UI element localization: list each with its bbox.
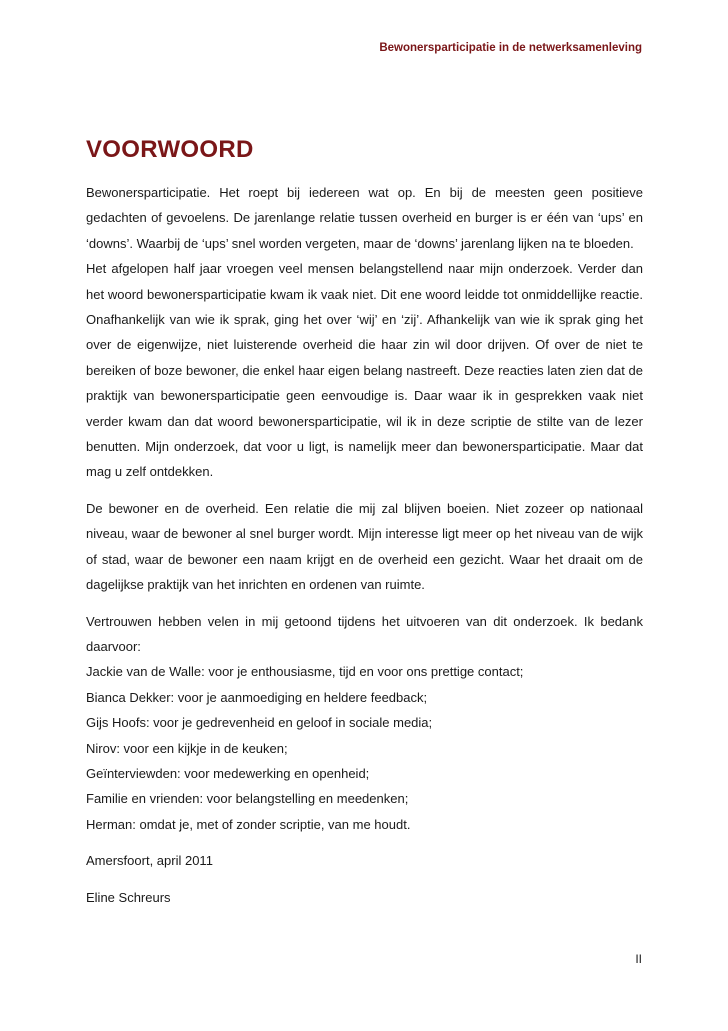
- paragraph-2: Het afgelopen half jaar vroegen veel mensen belangstellend naar mijn onderzoek. Verder dan het woord bewonersparticipatie kwam ik vaak niet. Dit ene woord leidde tot onmiddellijke reactie. Onafhankelijk van wie ik sprak, ging het over ‘wij’ en ‘zij’. Afhankelijk van wie ik sprak ging het over de eigenwijze, niet luisterende overheid die haar zin wil door drijven. Of over de niet te bereiken of boze bewoner, die enkel haar eigen belang nastreeft. Deze reacties laten zien dat de praktijk van bewonersparticipatie geen eenvoudige is. Daar waar ik in gesprekken vaak niet verder kwam dan dat woord bewonersparticipatie, wil ik in deze scriptie de stilte van de lezer benutten. Mijn onderzoek, dat voor u ligt, is namelijk meer dan bewonersparticipatie. Maar dat mag u zelf ontdekken.: [86, 261, 643, 480]
- page-number: II: [635, 952, 642, 966]
- paragraph-3: De bewoner en de overheid. Een relatie die mij zal blijven boeien. Niet zozeer op nationaal niveau, waar de bewoner al snel burger wordt. Mijn interesse ligt meer op het niveau van de wijk of stad, waar de bewoner een naam krijgt en de overheid een gezicht. Waar het draait om de dagelijkse praktijk van het inrichten en ordenen van ruimte.: [86, 500, 643, 593]
- thanks-item: Herman: omdat je, met of zonder scriptie, van me houdt.: [86, 816, 411, 832]
- thanks-item: Familie en vrienden: voor belangstelling en meedenken;: [86, 791, 409, 807]
- running-header: Bewonersparticipatie in de netwerksamenleving: [379, 42, 642, 54]
- author-name: Eline Schreurs: [86, 889, 171, 905]
- thanks-item: Bianca Dekker: voor je aanmoediging en heldere feedback;: [86, 689, 428, 705]
- page-title: VOORWOORD: [86, 136, 254, 163]
- paragraph-1: Bewonersparticipatie. Het roept bij iedereen wat op. En bij de meesten geen positieve gedachten of gevoelens. De jarenlange relatie tussen overheid en burger is er één van ‘ups’ en ‘downs’. Waarbij de ‘ups’ snel worden vergeten, maar de ‘downs’ jarenlang lijken na te bloeden.: [86, 185, 643, 251]
- thanks-item: Geïnterviewden: voor medewerking en openheid;: [86, 765, 370, 781]
- place-date: Amersfoort, april 2011: [86, 853, 213, 869]
- thanks-item: Jackie van de Walle: voor je enthousiasme, tijd en voor ons prettige contact;: [86, 664, 524, 680]
- foreword-body: [86, 180, 643, 910]
- thanks-item: Nirov: voor een kijkje in de keuken;: [86, 740, 288, 756]
- paragraph-4: Vertrouwen hebben velen in mij getoond tijdens het uitvoeren van dit onderzoek. Ik bedank daarvoor:: [86, 613, 643, 654]
- thanks-item: Gijs Hoofs: voor je gedrevenheid en geloof in sociale media;: [86, 715, 433, 731]
